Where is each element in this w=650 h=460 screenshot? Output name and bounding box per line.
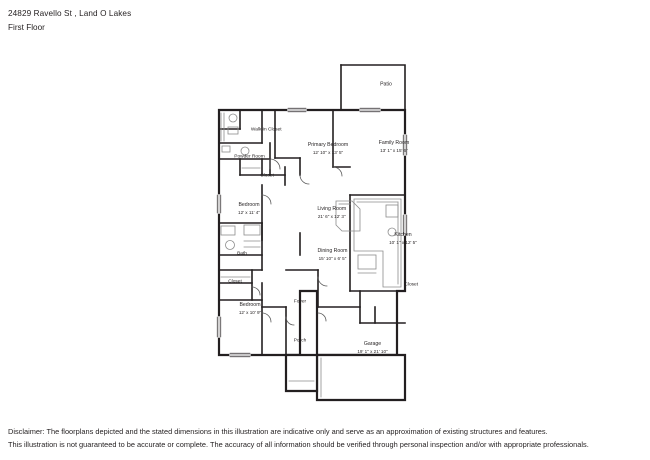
room-label-kitchen: Kitchen 10' 1" x 12' 5" <box>389 232 417 246</box>
room-label-walk-in-closet: Walk-in Closet <box>250 127 282 133</box>
disclaimer-line-2: This illustration is not guaranteed to be accurate or complete. The accuracy of all information should be verified through personal inspection and/or with appropriate professionals. <box>8 440 589 449</box>
room-label-bedroom-3: Bedroom 12' x 10' 9" <box>238 302 262 316</box>
floorplan-drawing <box>200 55 450 405</box>
porch-outline <box>286 355 317 391</box>
room-label-powder-room: Powder Room <box>234 154 265 159</box>
room-label-bedroom-2: Bedroom 12' x 11' 4" <box>238 202 260 215</box>
disclaimer-line-1: Disclaimer: The floorplans depicted and the stated dimensions in this illustration are indicative only and serve as an approximation of existing structures and features. <box>8 427 548 436</box>
room-label-living-room: Living Room 21' 6" x 12' 3" <box>317 205 347 219</box>
plan-header <box>8 8 408 34</box>
walls-group <box>217 65 407 400</box>
garage-outline <box>317 355 405 400</box>
room-label-patio: Patio <box>380 81 392 88</box>
room-label-primary-bedroom: Primary Bedroom 12' 10" x 13' 5" <box>307 141 349 155</box>
room-label-closet-3: Closet <box>404 282 419 288</box>
room-label-porch: Porch <box>293 338 307 344</box>
patio-outline <box>341 65 405 110</box>
disclaimer-block <box>8 425 608 451</box>
property-address: 24829 Ravello St , Land O Lakes <box>8 9 132 18</box>
room-label-garage: Garage 19' 1" x 21' 10" <box>357 341 388 355</box>
floor-label: First Floor <box>8 23 45 32</box>
main-outline <box>219 110 405 355</box>
room-label-family-room: Family Room 13' 1" x 15' 6" <box>378 139 410 153</box>
room-label-bath: Bath <box>237 251 247 257</box>
room-label-closet-2: Closet <box>228 279 242 285</box>
room-label-closet-1: Closet <box>260 173 274 179</box>
floorplan-svg <box>200 55 450 405</box>
room-label-foyer: Foyer <box>293 299 307 305</box>
room-label-dining-room: Dining Room 15' 10" x 6' 5" <box>317 247 348 261</box>
